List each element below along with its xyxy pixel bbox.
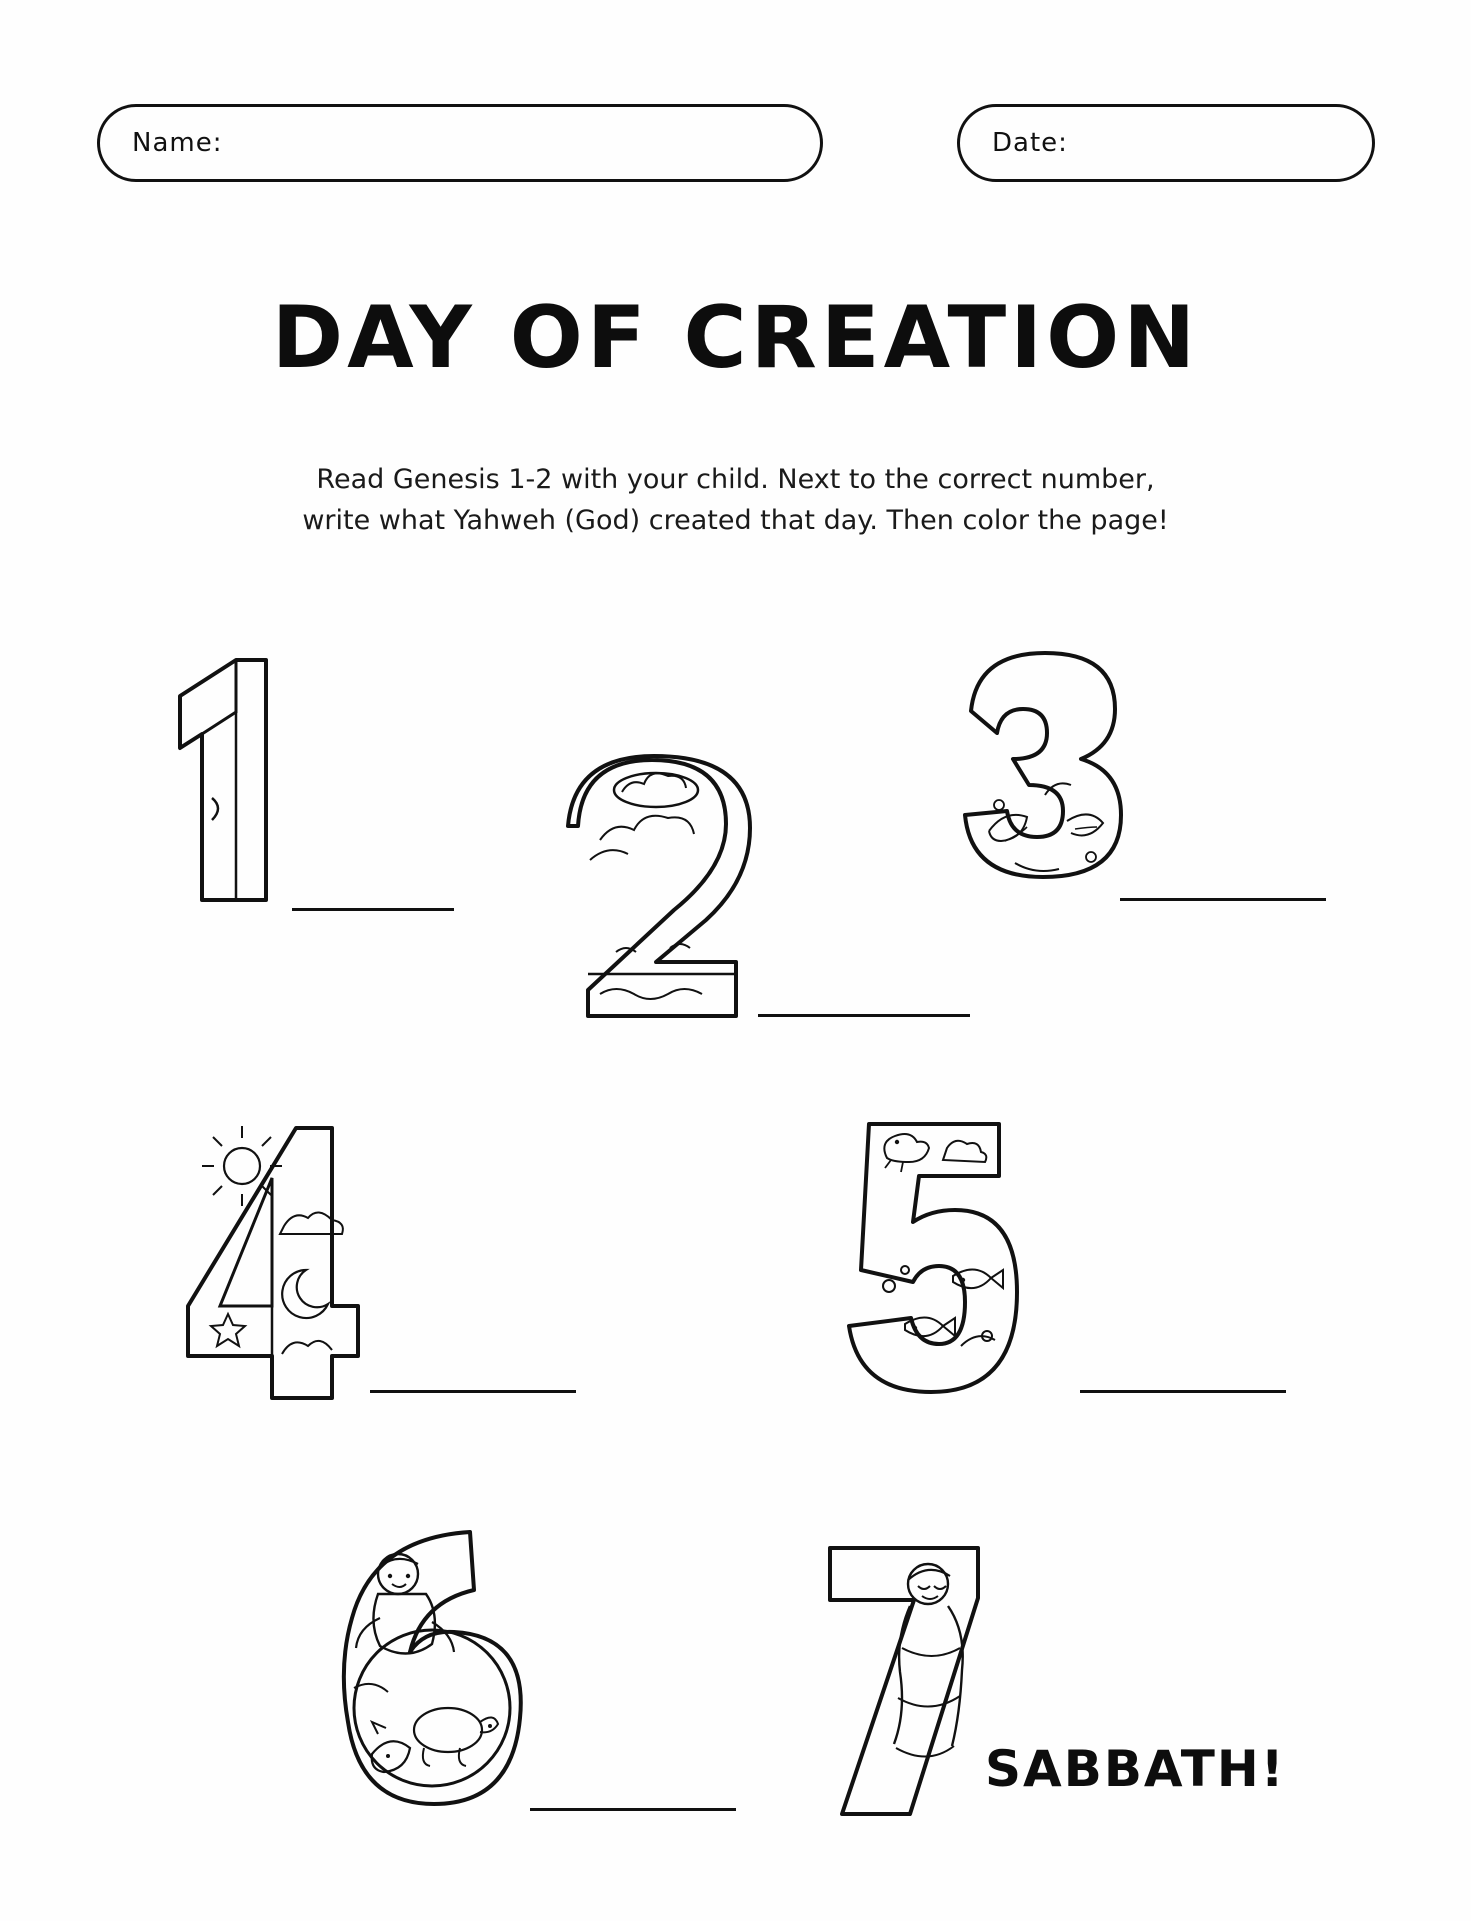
day-1-answer-line[interactable] bbox=[292, 908, 454, 911]
instructions-line-1: Read Genesis 1-2 with your child. Next to the correct number, bbox=[316, 464, 1155, 495]
day-5-number bbox=[835, 1110, 1035, 1410]
numeral-6-outline bbox=[320, 1518, 540, 1818]
numeral-4-outline bbox=[180, 1118, 380, 1408]
day-6-number bbox=[320, 1518, 540, 1818]
day-7-number bbox=[818, 1538, 998, 1828]
numeral-7-outline bbox=[818, 1538, 998, 1828]
name-label: Name: bbox=[132, 128, 223, 158]
name-field[interactable] bbox=[97, 104, 823, 182]
day-5-answer-line[interactable] bbox=[1080, 1390, 1286, 1393]
day-4-answer-line[interactable] bbox=[370, 1390, 576, 1393]
instructions-line-2: write what Yahweh (God) created that day. Then color the page! bbox=[302, 504, 1169, 536]
date-field[interactable] bbox=[957, 104, 1375, 182]
day-1-number bbox=[140, 648, 290, 918]
numeral-1-outline bbox=[140, 648, 290, 918]
page-title: DAY OF CREATION bbox=[271, 288, 1200, 388]
instructions bbox=[206, 460, 1266, 541]
day-2-number bbox=[560, 748, 760, 1028]
date-label: Date: bbox=[992, 128, 1068, 158]
day-6-answer-line[interactable] bbox=[530, 1808, 736, 1811]
day-2-answer-line[interactable] bbox=[758, 1014, 970, 1017]
day-7-answer: SABBATH! bbox=[985, 1740, 1286, 1798]
numeral-2-outline bbox=[560, 748, 760, 1028]
day-3-number bbox=[955, 645, 1135, 905]
numeral-3-outline bbox=[955, 645, 1135, 905]
numeral-5-outline bbox=[835, 1110, 1035, 1410]
day-4-number bbox=[180, 1118, 380, 1408]
day-3-answer-line[interactable] bbox=[1120, 898, 1326, 901]
